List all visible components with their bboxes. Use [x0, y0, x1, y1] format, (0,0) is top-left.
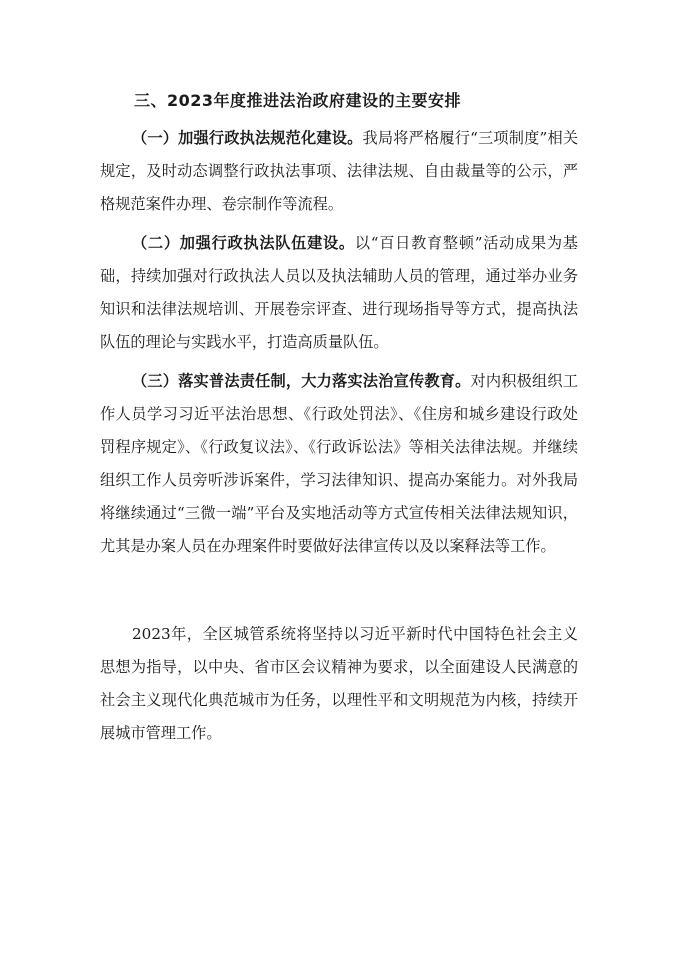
paragraph-body: 对内积极组织工作人员学习习近平法治思想、《行政处罚法》、《住房和城乡建设行政处罚程序规定》、《行政复议法》、《行政诉讼法》等相关法律法规。并继续组织工作人员旁听涉诉案件，学习法律知识、提高办案能力。对外我局将继续通过“三微一端”平台及实地活动等方式宣传相关法律法规知识，尤其是办案人员在办理案件时要做好法律宣传以及以案释法等工作。: [100, 372, 579, 555]
paragraph-body: 2023年，全区城管系统将坚持以习近平新时代中国特色社会主义思想为指导，以中央、省市区会议精神为要求，以全面建设人民满意的社会主义现代化典范城市为任务，以理性平和文明规范为内核，持续开展城市管理工作。: [100, 625, 578, 742]
paragraph-lead: （三）落实普法责任制，大力落实法治宣传教育。: [132, 372, 471, 390]
paragraph-body: 以“百日教育整顿”活动成果为基础，持续加强对行政执法人员以及执法辅助人员的管理，通过举办业务知识和法律法规培训、开展卷宗评查、进行现场指导等方式，提高执法队伍的理论与实践水平，打造高质量队伍。: [100, 234, 578, 351]
paragraph-legal-publicity: [100, 365, 578, 563]
paragraph-team-building: [100, 227, 578, 359]
paragraph-lead: （二）加强行政执法队伍建设。: [132, 234, 355, 252]
section-heading: 三、2023年度推进法治政府建设的主要安排: [134, 91, 462, 110]
paragraph-lead: （一）加强行政执法规范化建设。: [132, 129, 363, 147]
paragraph-summary-2023: [100, 618, 578, 750]
paragraph-law-enforcement-standardization: [100, 122, 578, 221]
paragraph-body: 我局将严格履行“三项制度”相关规定，及时动态调整行政执法事项、法律法规、自由裁量等的公示，严格规范案件办理、卷宗制作等流程。: [100, 129, 579, 213]
